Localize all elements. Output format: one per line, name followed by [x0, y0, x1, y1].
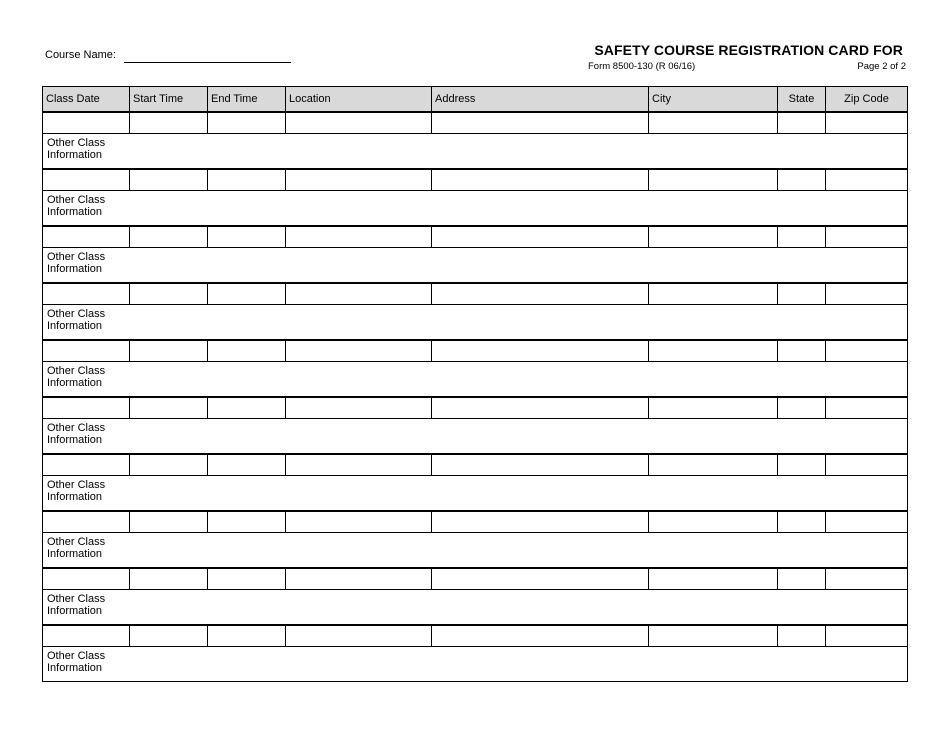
city-input[interactable] — [649, 512, 777, 532]
cell-start-time — [130, 568, 208, 590]
cell-state — [778, 226, 826, 248]
other-class-info-label: Other Class Information — [47, 422, 106, 446]
cell-start-time — [130, 511, 208, 533]
column-header-location: Location — [286, 87, 432, 113]
class-schedule-table — [42, 86, 908, 682]
start-time-input[interactable] — [130, 398, 207, 418]
cell-class-date — [43, 340, 130, 362]
address-input[interactable] — [432, 227, 648, 247]
other-class-info-field[interactable] — [43, 590, 908, 626]
cell-city — [649, 226, 778, 248]
cell-state — [778, 283, 826, 305]
cell-start-time — [130, 397, 208, 419]
class-entry-row — [43, 625, 908, 647]
form-number: Form 8500-130 (R 06/16) — [588, 61, 696, 72]
cell-end-time — [208, 397, 286, 419]
cell-end-time — [208, 340, 286, 362]
address-input[interactable] — [432, 569, 648, 589]
end-time-input[interactable] — [208, 398, 285, 418]
class-date-input[interactable] — [43, 284, 129, 304]
state-input[interactable] — [778, 626, 825, 646]
cell-address — [432, 112, 649, 134]
cell-class-date — [43, 112, 130, 134]
column-header-state: State — [778, 87, 826, 113]
cell-end-time — [208, 169, 286, 191]
cell-location — [286, 169, 432, 191]
cell-end-time — [208, 283, 286, 305]
other-class-info-field[interactable] — [43, 248, 908, 284]
cell-state — [778, 625, 826, 647]
location-input[interactable] — [286, 626, 431, 646]
other-class-info-row — [43, 248, 908, 284]
other-class-info-label: Other Class Information — [47, 251, 106, 275]
cell-zip-code — [826, 454, 908, 476]
end-time-input[interactable] — [208, 341, 285, 361]
cell-city — [649, 169, 778, 191]
column-header-address: Address — [432, 87, 649, 113]
cell-state — [778, 568, 826, 590]
state-input[interactable] — [778, 170, 825, 190]
other-class-info-row — [43, 590, 908, 626]
class-entry-row — [43, 397, 908, 419]
column-header-zip-code: Zip Code — [826, 87, 908, 113]
class-date-input[interactable] — [43, 227, 129, 247]
class-date-input[interactable] — [43, 398, 129, 418]
cell-class-date — [43, 568, 130, 590]
zip-code-input[interactable] — [826, 341, 907, 361]
other-class-info-row — [43, 647, 908, 682]
start-time-input[interactable] — [130, 512, 207, 532]
course-name-label: Course Name: — [45, 49, 116, 61]
cell-end-time — [208, 454, 286, 476]
zip-code-input[interactable] — [826, 512, 907, 532]
start-time-input[interactable] — [130, 170, 207, 190]
state-input[interactable] — [778, 512, 825, 532]
state-input[interactable] — [778, 341, 825, 361]
start-time-input[interactable] — [130, 455, 207, 475]
cell-class-date — [43, 169, 130, 191]
cell-address — [432, 283, 649, 305]
other-class-info-label: Other Class Information — [47, 536, 106, 560]
start-time-input[interactable] — [130, 341, 207, 361]
class-date-input[interactable] — [43, 569, 129, 589]
cell-address — [432, 169, 649, 191]
class-entry-row — [43, 169, 908, 191]
cell-start-time — [130, 169, 208, 191]
cell-state — [778, 511, 826, 533]
city-input[interactable] — [649, 170, 777, 190]
column-header-start-time: Start Time — [130, 87, 208, 113]
start-time-input[interactable] — [130, 626, 207, 646]
location-input[interactable] — [286, 170, 431, 190]
address-input[interactable] — [432, 512, 648, 532]
zip-code-input[interactable] — [826, 284, 907, 304]
cell-location — [286, 511, 432, 533]
column-header-class-date: Class Date — [43, 87, 130, 113]
other-class-info-row — [43, 305, 908, 341]
end-time-input[interactable] — [208, 512, 285, 532]
state-input[interactable] — [778, 569, 825, 589]
cell-end-time — [208, 568, 286, 590]
city-input[interactable] — [649, 626, 777, 646]
table-header-row — [43, 87, 908, 113]
end-time-input[interactable] — [208, 455, 285, 475]
address-input[interactable] — [432, 170, 648, 190]
zip-code-input[interactable] — [826, 227, 907, 247]
end-time-input[interactable] — [208, 569, 285, 589]
zip-code-input[interactable] — [826, 398, 907, 418]
location-input[interactable] — [286, 455, 431, 475]
cell-start-time — [130, 283, 208, 305]
cell-start-time — [130, 226, 208, 248]
course-name-input[interactable] — [124, 44, 291, 63]
location-input[interactable] — [286, 512, 431, 532]
other-class-info-row — [43, 362, 908, 398]
end-time-input[interactable] — [208, 227, 285, 247]
cell-location — [286, 568, 432, 590]
zip-code-input[interactable] — [826, 113, 907, 133]
class-entry-row — [43, 226, 908, 248]
other-class-info-field[interactable] — [43, 191, 908, 227]
other-class-info-label: Other Class Information — [47, 650, 106, 674]
address-input[interactable] — [432, 284, 648, 304]
class-entry-row — [43, 454, 908, 476]
city-input[interactable] — [649, 227, 777, 247]
cell-city — [649, 397, 778, 419]
cell-start-time — [130, 625, 208, 647]
cell-address — [432, 397, 649, 419]
cell-zip-code — [826, 169, 908, 191]
cell-state — [778, 169, 826, 191]
end-time-input[interactable] — [208, 626, 285, 646]
address-input[interactable] — [432, 455, 648, 475]
class-entry-row — [43, 568, 908, 590]
cell-address — [432, 625, 649, 647]
cell-zip-code — [826, 568, 908, 590]
cell-city — [649, 625, 778, 647]
city-input[interactable] — [649, 341, 777, 361]
cell-start-time — [130, 454, 208, 476]
cell-address — [432, 226, 649, 248]
cell-class-date — [43, 454, 130, 476]
cell-address — [432, 340, 649, 362]
cell-end-time — [208, 226, 286, 248]
state-input[interactable] — [778, 227, 825, 247]
city-input[interactable] — [649, 284, 777, 304]
form-title: SAFETY COURSE REGISTRATION CARD FOR — [594, 42, 903, 58]
cell-end-time — [208, 511, 286, 533]
cell-location — [286, 454, 432, 476]
cell-city — [649, 568, 778, 590]
state-input[interactable] — [778, 455, 825, 475]
class-entry-row — [43, 340, 908, 362]
class-entry-row — [43, 112, 908, 134]
cell-end-time — [208, 112, 286, 134]
cell-address — [432, 568, 649, 590]
address-input[interactable] — [432, 113, 648, 133]
cell-city — [649, 511, 778, 533]
zip-code-input[interactable] — [826, 170, 907, 190]
city-input[interactable] — [649, 398, 777, 418]
class-date-input[interactable] — [43, 626, 129, 646]
location-input[interactable] — [286, 227, 431, 247]
address-input[interactable] — [432, 626, 648, 646]
other-class-info-field[interactable] — [43, 305, 908, 341]
cell-zip-code — [826, 340, 908, 362]
location-input[interactable] — [286, 113, 431, 133]
class-date-input[interactable] — [43, 341, 129, 361]
zip-code-input[interactable] — [826, 455, 907, 475]
cell-city — [649, 112, 778, 134]
other-class-info-row — [43, 419, 908, 455]
location-input[interactable] — [286, 284, 431, 304]
location-input[interactable] — [286, 341, 431, 361]
cell-zip-code — [826, 112, 908, 134]
start-time-input[interactable] — [130, 284, 207, 304]
other-class-info-field[interactable] — [43, 419, 908, 455]
cell-class-date — [43, 511, 130, 533]
class-entry-row — [43, 511, 908, 533]
page-number: Page 2 of 2 — [857, 61, 906, 72]
cell-end-time — [208, 625, 286, 647]
cell-address — [432, 454, 649, 476]
class-date-input[interactable] — [43, 512, 129, 532]
other-class-info-field[interactable] — [43, 647, 908, 682]
address-input[interactable] — [432, 341, 648, 361]
zip-code-input[interactable] — [826, 626, 907, 646]
other-class-info-field[interactable] — [43, 476, 908, 512]
other-class-info-row — [43, 134, 908, 170]
cell-state — [778, 112, 826, 134]
start-time-input[interactable] — [130, 113, 207, 133]
other-class-info-field[interactable] — [43, 533, 908, 569]
address-input[interactable] — [432, 398, 648, 418]
cell-zip-code — [826, 625, 908, 647]
other-class-info-row — [43, 191, 908, 227]
other-class-info-label: Other Class Information — [47, 137, 106, 161]
cell-address — [432, 511, 649, 533]
end-time-input[interactable] — [208, 170, 285, 190]
other-class-info-row — [43, 476, 908, 512]
cell-location — [286, 112, 432, 134]
cell-start-time — [130, 112, 208, 134]
other-class-info-label: Other Class Information — [47, 593, 106, 617]
class-date-input[interactable] — [43, 113, 129, 133]
other-class-info-row — [43, 533, 908, 569]
cell-zip-code — [826, 397, 908, 419]
other-class-info-field[interactable] — [43, 362, 908, 398]
cell-location — [286, 340, 432, 362]
other-class-info-label: Other Class Information — [47, 479, 106, 503]
other-class-info-field[interactable] — [43, 134, 908, 170]
end-time-input[interactable] — [208, 113, 285, 133]
cell-zip-code — [826, 226, 908, 248]
cell-location — [286, 283, 432, 305]
city-input[interactable] — [649, 113, 777, 133]
state-input[interactable] — [778, 284, 825, 304]
city-input[interactable] — [649, 569, 777, 589]
cell-start-time — [130, 340, 208, 362]
column-header-city: City — [649, 87, 778, 113]
cell-class-date — [43, 283, 130, 305]
state-input[interactable] — [778, 398, 825, 418]
other-class-info-label: Other Class Information — [47, 365, 106, 389]
cell-city — [649, 283, 778, 305]
cell-city — [649, 454, 778, 476]
other-class-info-label: Other Class Information — [47, 194, 106, 218]
other-class-info-label: Other Class Information — [47, 308, 106, 332]
column-header-end-time: End Time — [208, 87, 286, 113]
cell-state — [778, 340, 826, 362]
city-input[interactable] — [649, 455, 777, 475]
cell-location — [286, 625, 432, 647]
start-time-input[interactable] — [130, 227, 207, 247]
cell-location — [286, 226, 432, 248]
cell-state — [778, 397, 826, 419]
cell-zip-code — [826, 511, 908, 533]
cell-location — [286, 397, 432, 419]
class-date-input[interactable] — [43, 455, 129, 475]
location-input[interactable] — [286, 569, 431, 589]
cell-state — [778, 454, 826, 476]
location-input[interactable] — [286, 398, 431, 418]
start-time-input[interactable] — [130, 569, 207, 589]
state-input[interactable] — [778, 113, 825, 133]
cell-zip-code — [826, 283, 908, 305]
class-date-input[interactable] — [43, 170, 129, 190]
cell-city — [649, 340, 778, 362]
class-entry-row — [43, 283, 908, 305]
cell-class-date — [43, 226, 130, 248]
zip-code-input[interactable] — [826, 569, 907, 589]
end-time-input[interactable] — [208, 284, 285, 304]
cell-class-date — [43, 625, 130, 647]
cell-class-date — [43, 397, 130, 419]
